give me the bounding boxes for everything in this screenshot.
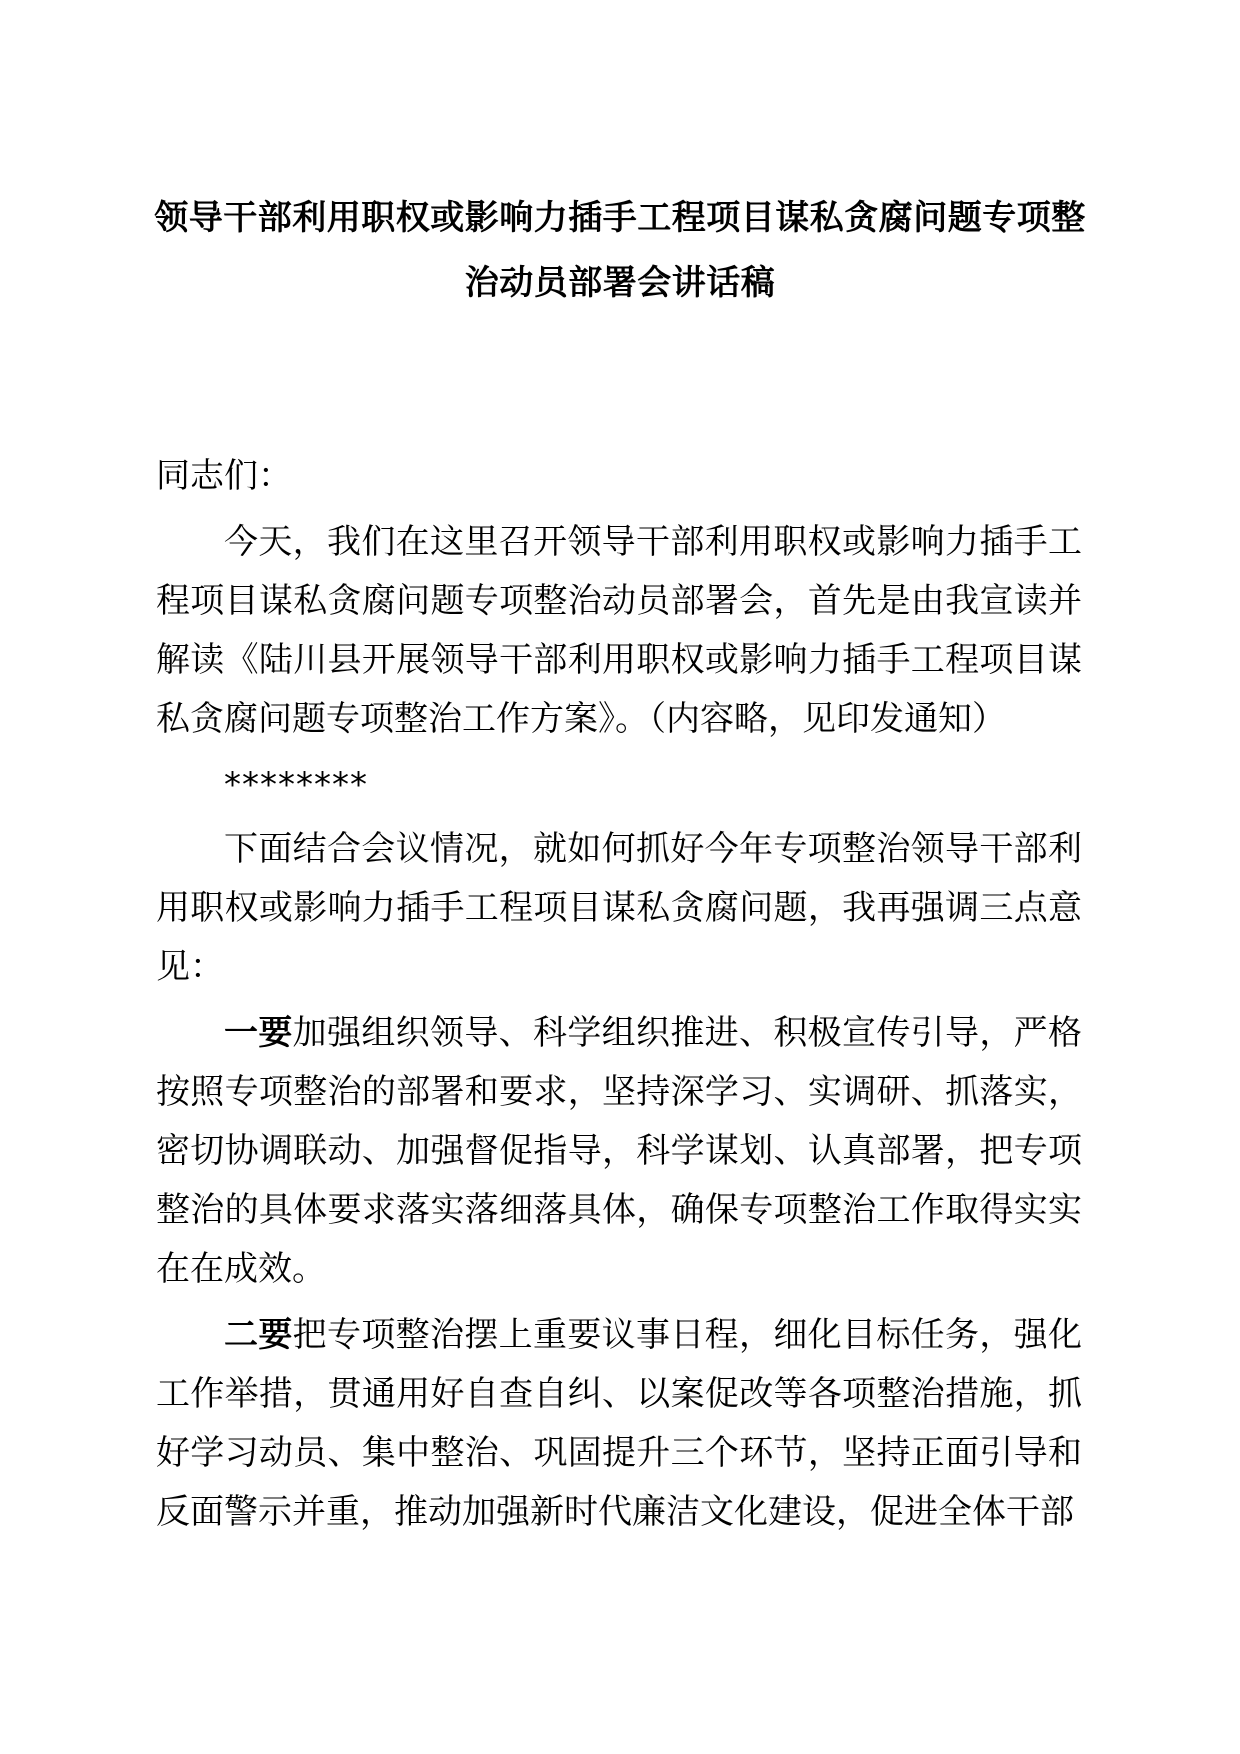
title-line-2: 治动员部署会讲话稿 xyxy=(464,263,776,303)
paragraph-intro: 今天，我们在这里召开领导干部利用职权或影响力插手工程项目谋私贪腐问题专项整治动员部署会，首先是由我宣读并解读《陆川县开展领导干部利用职权或影响力插手工程项目谋私贪腐问题专项整治工作方案》。（内容略，见印发通知） xyxy=(156,522,1082,739)
title-line-1: 领导干部利用职权或影响力插手工程项目谋私贪腐问题专项整 xyxy=(154,198,1086,238)
point-one-text: 加强组织领导、科学组织推进、积极宣传引导，严格按照专项整治的部署和要求，坚持深学习、实调研、抓落实，密切协调联动、加强督促指导，科学谋划、认真部署，把专项整治的具体要求落实落细落具体，确保专项整治工作取得实实在在成效。 xyxy=(156,1013,1083,1289)
point-two-text: 把专项整治摆上重要议事日程，细化目标任务，强化工作举措，贯通用好自查自纠、以案促改等各项整治措施，抓好学习动员、集中整治、巩固提升三个环节，坚持正面引导和反面警示并重，推动加强新时代廉洁文化建设，促进全体干部 xyxy=(156,1315,1083,1532)
salutation: 同志们： xyxy=(156,456,292,496)
point-one-lead: 一要 xyxy=(224,1013,293,1053)
paragraph-point-one xyxy=(156,1004,1082,1299)
document-body xyxy=(156,447,1082,1549)
point-two-lead: 二要 xyxy=(224,1315,293,1355)
paragraph-transition: 下面结合会议情况，就如何抓好今年专项整治领导干部利用职权或影响力插手工程项目谋私贪腐问题，我再强调三点意见： xyxy=(156,829,1082,987)
document-title xyxy=(140,186,1100,316)
separator-asterisks: ******** xyxy=(224,765,368,805)
paragraph-point-two xyxy=(156,1306,1082,1542)
